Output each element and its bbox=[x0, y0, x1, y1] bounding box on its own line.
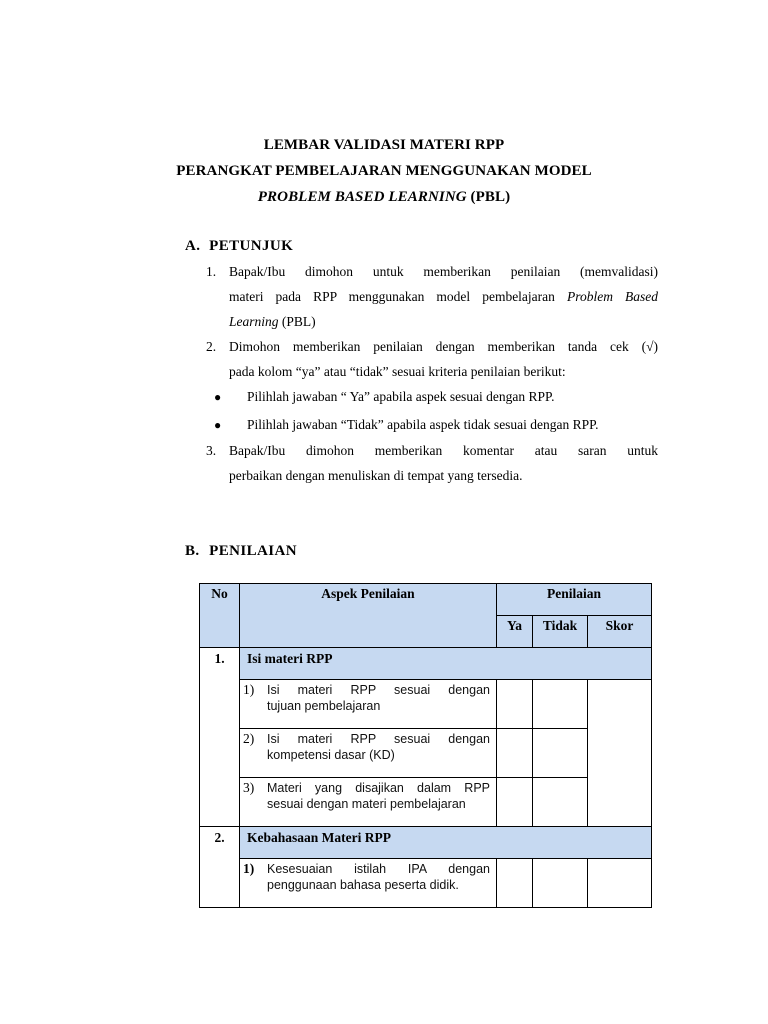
aspect-item-line-2: tujuan pembelajaran bbox=[267, 699, 381, 713]
aspect-item-line-1: Materi yang disajikan dalam RPP bbox=[267, 781, 490, 795]
tidak-cell[interactable] bbox=[533, 778, 588, 827]
header-tidak: Tidak bbox=[533, 616, 588, 648]
ya-cell[interactable] bbox=[497, 680, 533, 729]
section-b-letter: B. bbox=[185, 543, 200, 559]
section-2-number: 2. bbox=[200, 827, 240, 908]
instruction-2-line-1: Dimohon memberikan penilaian dengan memberikan tanda cek (√) bbox=[229, 339, 658, 354]
ya-cell[interactable] bbox=[497, 778, 533, 827]
aspect-item bbox=[240, 680, 497, 729]
aspect-item bbox=[240, 729, 497, 778]
table-row bbox=[200, 680, 652, 729]
instruction-1-line-1: Bapak/Ibu dimohon untuk memberikan penilaian (memvalidasi) bbox=[229, 264, 658, 279]
skor-cell[interactable] bbox=[588, 680, 652, 827]
instruction-3-number: 3. bbox=[206, 443, 217, 458]
tidak-cell[interactable] bbox=[533, 729, 588, 778]
aspect-item bbox=[240, 778, 497, 827]
section-2-name: Kebahasaan Materi RPP bbox=[240, 827, 652, 859]
header-no: No bbox=[200, 584, 240, 648]
tidak-cell[interactable] bbox=[533, 680, 588, 729]
instruction-1-line-2-italic: Problem Based bbox=[566, 289, 659, 304]
section-a-letter: A. bbox=[185, 238, 201, 254]
aspect-item-number: 3) bbox=[243, 780, 255, 795]
instruction-1-line-3-italic: Learning bbox=[229, 314, 279, 329]
instruction-2-number: 2. bbox=[206, 339, 217, 354]
title-line-3 bbox=[0, 189, 768, 206]
instruction-3-line-1: Bapak/Ibu dimohon memberikan komentar atau saran untuk bbox=[229, 443, 658, 458]
aspect-item-line-2: penggunaan bahasa peserta didik. bbox=[267, 878, 459, 892]
header-penilaian: Penilaian bbox=[497, 584, 652, 616]
aspect-item-number: 1) bbox=[243, 682, 255, 697]
section-1-name: Isi materi RPP bbox=[240, 648, 652, 680]
bullet-2-text: Pilihlah jawaban “Tidak” apabila aspek tidak sesuai dengan RPP. bbox=[247, 417, 599, 432]
section-a-label: PETUNJUK bbox=[209, 238, 294, 254]
bullet-icon: ● bbox=[214, 418, 222, 432]
instruction-1-number: 1. bbox=[206, 264, 217, 279]
title-model-name: PROBLEM BASED LEARNING bbox=[257, 189, 467, 205]
aspect-item bbox=[240, 859, 497, 908]
aspect-item-line-2: sesuai dengan materi pembelajaran bbox=[267, 797, 466, 811]
aspect-item-number: 1) bbox=[243, 861, 255, 876]
ya-cell[interactable] bbox=[497, 859, 533, 908]
section-b-label: PENILAIAN bbox=[209, 543, 297, 559]
title-line-2: PERANGKAT PEMBELAJARAN MENGGUNAKAN MODEL bbox=[176, 163, 592, 179]
header-skor: Skor bbox=[588, 616, 652, 648]
header-ya: Ya bbox=[497, 616, 533, 648]
section-b-heading bbox=[185, 543, 297, 560]
table-header-row bbox=[200, 584, 652, 616]
assessment-table bbox=[199, 583, 652, 908]
table-row bbox=[200, 859, 652, 908]
bullet-1-text: Pilihlah jawaban “ Ya” apabila aspek sesuai dengan RPP. bbox=[247, 389, 555, 404]
section-1-number: 1. bbox=[200, 648, 240, 827]
aspect-item-line-1: Isi materi RPP sesuai dengan bbox=[267, 732, 490, 746]
instruction-1-line-3-text: (PBL) bbox=[278, 314, 316, 329]
aspect-item-number: 2) bbox=[243, 731, 255, 746]
instruction-2-line-2: pada kolom “ya” atau “tidak” sesuai kriteria penilaian berikut: bbox=[229, 364, 566, 379]
aspect-item-line-1: Isi materi RPP sesuai dengan bbox=[267, 683, 490, 697]
section-a-heading bbox=[185, 238, 293, 255]
instruction-1-line-3 bbox=[229, 314, 658, 330]
ya-cell[interactable] bbox=[497, 729, 533, 778]
table-row bbox=[200, 729, 652, 778]
table-section-row bbox=[200, 827, 652, 859]
skor-cell[interactable] bbox=[588, 859, 652, 908]
title-line-1: LEMBAR VALIDASI MATERI RPP bbox=[263, 137, 505, 153]
instruction-1-line-2 bbox=[229, 289, 658, 305]
instruction-3-line-2: perbaikan dengan menuliskan di tempat yang tersedia. bbox=[229, 468, 523, 483]
header-aspek: Aspek Penilaian bbox=[240, 584, 497, 648]
title-model-abbr: (PBL) bbox=[466, 189, 511, 205]
bullet-icon: ● bbox=[214, 390, 222, 404]
instruction-1-line-2-text: materi pada RPP menggunakan model pembelajaran bbox=[229, 289, 567, 304]
aspect-item-line-2: kompetensi dasar (KD) bbox=[267, 748, 395, 762]
tidak-cell[interactable] bbox=[533, 859, 588, 908]
table-row bbox=[200, 778, 652, 827]
aspect-item-line-1: Kesesuaian istilah IPA dengan bbox=[267, 862, 490, 876]
table-section-row bbox=[200, 648, 652, 680]
